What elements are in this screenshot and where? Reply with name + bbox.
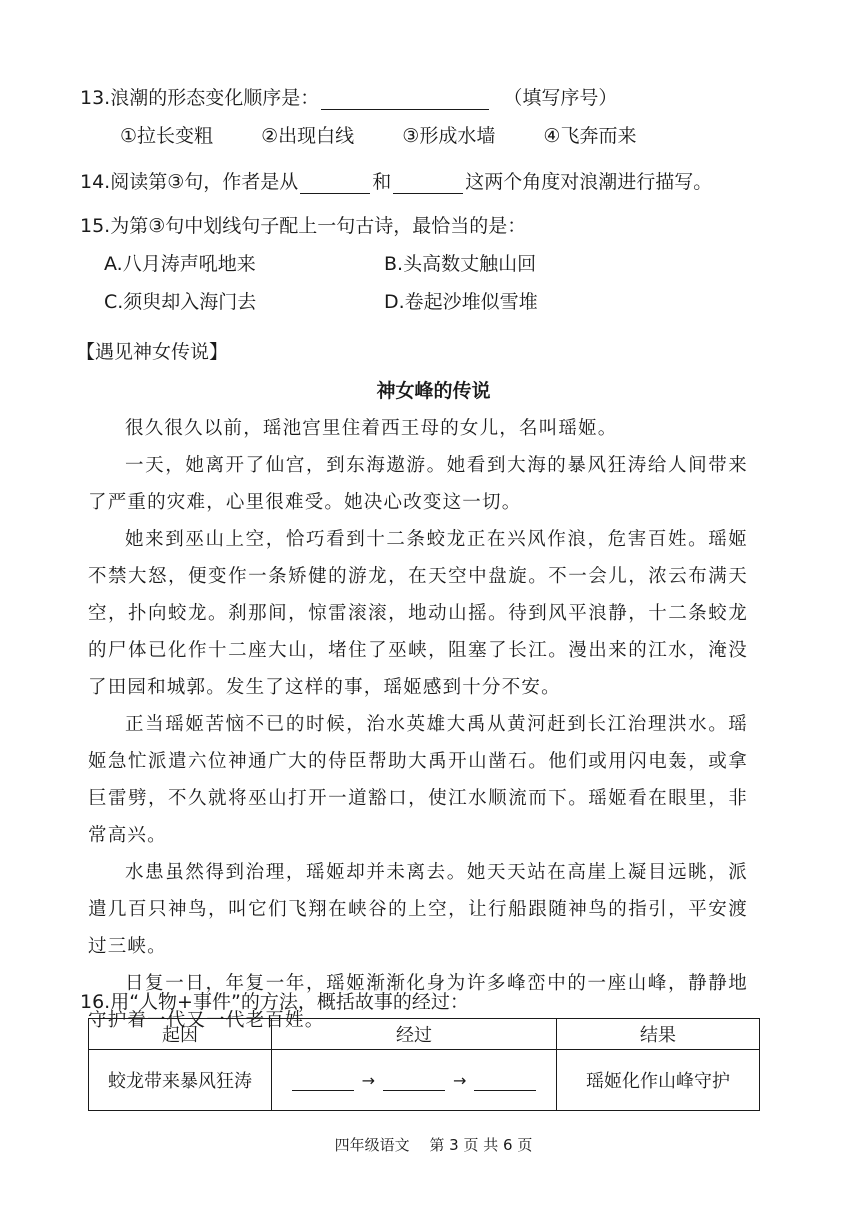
header-process: 经过 — [272, 1019, 557, 1050]
option: ④飞奔而来 — [543, 125, 637, 147]
header-result: 结果 — [557, 1019, 760, 1050]
answer-blank[interactable] — [393, 173, 463, 194]
answer-blank[interactable] — [292, 1072, 354, 1091]
question-13 — [80, 86, 617, 110]
story-paragraph: 很久很久以前，瑶池宫里住着西王母的女儿，名叫瑶姬。 — [125, 418, 618, 439]
section-title: 【遇见神女传说】 — [76, 341, 229, 363]
answer-blank[interactable] — [474, 1072, 536, 1091]
summary-table — [88, 1018, 760, 1111]
page-footer: 四年级语文 第 3 页 共 6 页 — [334, 1136, 533, 1154]
question-14-part2: 和 — [372, 171, 392, 193]
arrow-icon: → — [361, 1070, 375, 1090]
question-13-options — [120, 124, 636, 148]
story-paragraph: 正当瑶姬苦恼不已的时候，治水英雄大禹从黄河赶到长江治理洪水。瑶姬急忙派遣六位神通广大的侍臣帮助大禹开山凿石。他们或用闪电轰，或拿巨雷劈，不久就将巫山打开一道豁口，使江水顺流而下。瑶姬看在眼里，非常高兴。 — [88, 714, 748, 846]
option: ③形成水墙 — [402, 125, 496, 147]
question-13-suffix: （填写序号） — [503, 87, 618, 109]
answer-blank[interactable] — [321, 89, 489, 110]
process-cell — [272, 1050, 557, 1111]
option-b: B.头高数丈触山回 — [384, 253, 537, 275]
question-14-part3: 这两个角度对浪潮进行描写。 — [465, 171, 713, 193]
header-cause: 起因 — [89, 1019, 272, 1050]
cause-cell: 蛟龙带来暴风狂涛 — [89, 1050, 272, 1111]
question-14 — [80, 170, 712, 194]
story-paragraph: 她来到巫山上空，恰巧看到十二条蛟龙正在兴风作浪，危害百姓。瑶姬不禁大怒，便变作一条矫健的游龙，在天空中盘旋。不一会儿，浓云布满天空，扑向蛟龙。刹那间，惊雷滚滚，地动山摇。待到风平浪静，十二条蛟龙的尸体已化作十二座大山，堵住了巫峡，阻塞了长江。漫出来的江水，淹没了田园和城郭。发生了这样的事，瑶姬感到十分不安。 — [88, 529, 748, 698]
question-14-part1: 14.阅读第③句，作者是从 — [80, 171, 299, 193]
story-body — [88, 410, 748, 1039]
story-paragraph: 一天，她离开了仙宫，到东海遨游。她看到大海的暴风狂涛给人间带来了严重的灾难，心里很难受。她决心改变这一切。 — [88, 455, 748, 513]
story-title: 神女峰的传说 — [376, 380, 491, 402]
option-c: C.须臾却入海门去 — [104, 291, 257, 313]
result-cell: 瑶姬化作山峰守护 — [557, 1050, 760, 1111]
option: ②出现白线 — [261, 125, 355, 147]
arrow-icon: → — [453, 1070, 467, 1090]
story-paragraph: 水患虽然得到治理，瑶姬却并未离去。她天天站在高崖上凝目远眺，派遣几百只神鸟，叫它们飞翔在峡谷的上空，让行船跟随神鸟的指引，平安渡过三峡。 — [88, 862, 748, 957]
option: ①拉长变粗 — [120, 125, 214, 147]
answer-blank[interactable] — [383, 1072, 445, 1091]
option-d: D.卷起沙堆似雪堆 — [384, 291, 538, 313]
answer-blank[interactable] — [300, 173, 370, 194]
question-15: 15.为第③句中划线句子配上一句古诗，最恰当的是： — [80, 215, 527, 237]
story-paragraph: 日复一日，年复一年，瑶姬渐渐化身为许多峰峦中的一座山峰，静静地守护着一代又一代老百姓。 — [88, 973, 748, 1031]
question-13-text: 13.浪潮的形态变化顺序是： — [80, 87, 320, 109]
option-a: A.八月涛声吼地来 — [104, 253, 256, 275]
question-16: 16.用“人物+事件”的方法，概括故事的经过： — [80, 991, 469, 1013]
